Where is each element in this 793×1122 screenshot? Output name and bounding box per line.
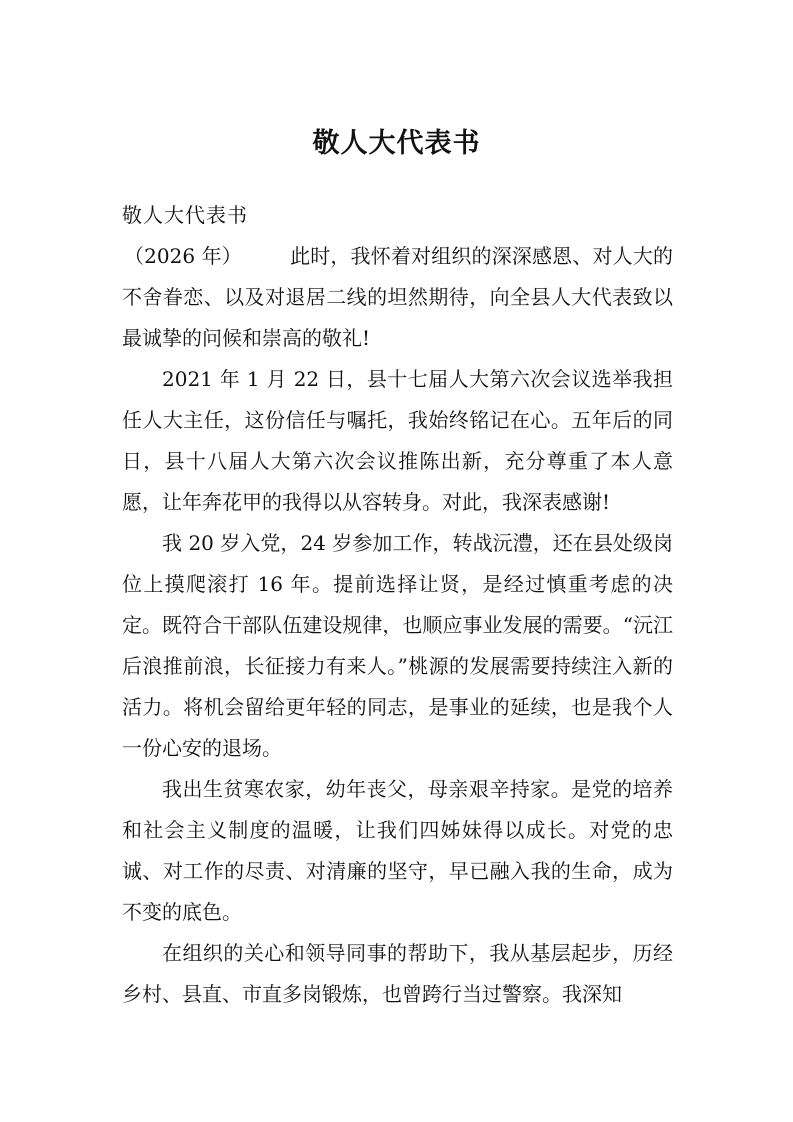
paragraph-2: 2021 年 1 月 22 日，县十七届人大第六次会议选举我担任人大主任，这份信任与嘱托，我始终铭记在心。五年后的同日，县十八届人大第六次会议推陈出新，充分尊重了本人意愿，让年奔花甲的我得以从容转身。对此，我深表感谢! (122, 367, 673, 514)
year-tag: （2026 年） (124, 244, 242, 268)
paragraph-1-text: 此时，我怀着对组织的深深感恩、对人大的不舍眷恋、以及对退居二线的坦然期待，向全县人大代表致以最诚挚的问候和崇高的敬礼! (122, 244, 673, 350)
document-subtitle: 敬人大代表书 (122, 203, 248, 227)
document-body (122, 195, 673, 1015)
paragraph-4: 我出生贫寒农家，幼年丧父，母亲艰辛持家。是党的培养和社会主义制度的温暖，让我们四姊妹得以成长。对党的忠诚、对工作的尽责、对清廉的坚守，早已融入我的生命，成为不变的底色。 (122, 777, 673, 924)
paragraph-1 (122, 236, 673, 359)
paragraph-3: 我 20 岁入党，24 岁参加工作，转战沅澧，还在县处级岗位上摸爬滚打 16 年。提前选择让贤，是经过慎重考虑的决定。既符合干部队伍建设规律，也顺应事业发展的需要。“沅江后浪推前浪，长征接力有来人。”桃源的发展需要持续注入新的活力。将机会留给更年轻的同志，是事业的延续，也是我个人一份心安的退场。 (122, 531, 673, 760)
paragraph-5: 在组织的关心和领导同事的帮助下，我从基层起步，历经乡村、县直、市直多岗锻炼，也曾跨行当过警察。我深知 (122, 941, 673, 1006)
document-title: 敬人大代表书 (312, 128, 481, 159)
